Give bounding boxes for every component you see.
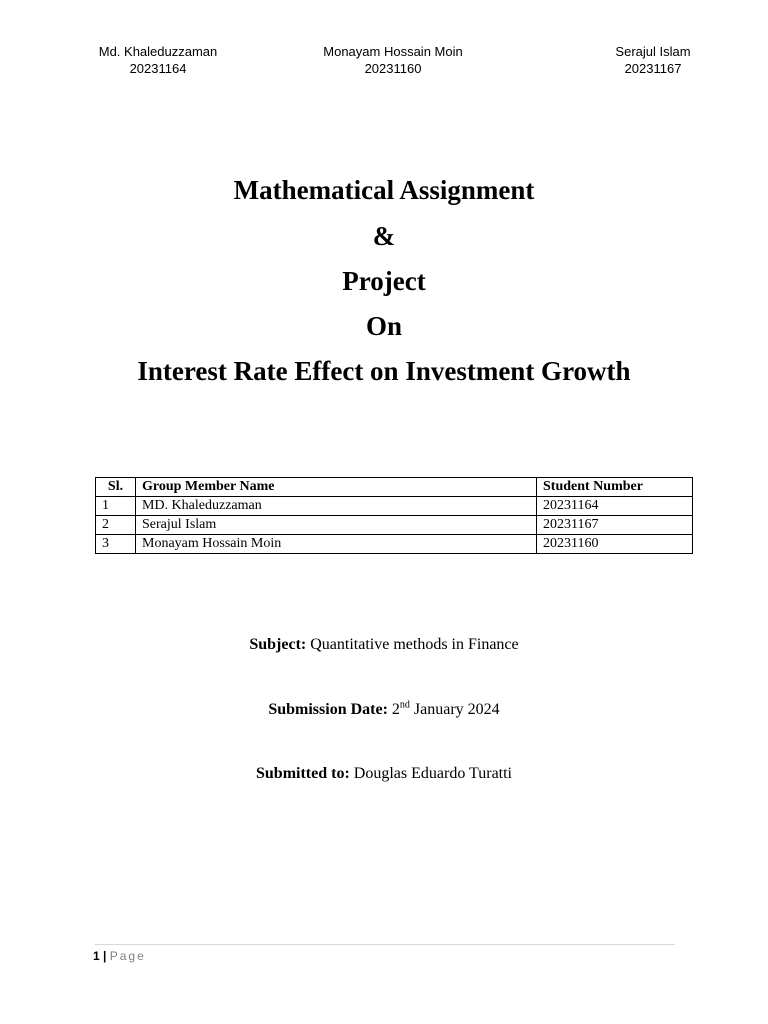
header-member-name: Group Member Name <box>136 478 537 497</box>
cell-student-number: 20231167 <box>537 516 693 535</box>
table-row <box>96 516 693 535</box>
header-author-3 <box>600 43 706 77</box>
title-line-1: Mathematical Assignment <box>233 175 535 205</box>
cell-sl: 2 <box>96 516 136 535</box>
author-name: Monayam Hossain Moin <box>323 44 463 59</box>
author-id: 20231164 <box>129 61 187 76</box>
cell-member-name: Monayam Hossain Moin <box>136 535 537 554</box>
title-line-3: Project <box>342 266 426 296</box>
page-word: Page <box>109 949 146 963</box>
footer-divider <box>95 944 675 945</box>
subject-label: Subject: <box>249 636 307 653</box>
table-header-row <box>96 478 693 497</box>
submission-day-suffix: nd <box>399 699 410 711</box>
table-row <box>96 535 693 554</box>
page-number: 1 <box>93 949 100 963</box>
cell-sl: 1 <box>96 497 136 516</box>
subject-line <box>0 635 768 655</box>
header-author-2 <box>318 43 468 77</box>
submission-date-value <box>392 701 500 718</box>
submitted-to-line <box>0 764 768 784</box>
header-student-number: Student Number <box>537 478 693 497</box>
author-id: 20231160 <box>364 61 422 76</box>
author-id: 20231167 <box>624 61 682 76</box>
page-separator: | <box>103 949 107 963</box>
cell-member-name: Serajul Islam <box>136 516 537 535</box>
footer-page-number <box>93 948 146 964</box>
submitted-to-label: Submitted to: <box>256 765 350 782</box>
author-name: Md. Khaleduzzaman <box>98 44 218 59</box>
title-line-4: On <box>365 311 403 341</box>
subject-value: Quantitative methods in Finance <box>310 636 519 653</box>
title-line-5: Interest Rate Effect on Investment Growth <box>137 356 631 386</box>
submitted-to-value: Douglas Eduardo Turatti <box>353 765 512 782</box>
cell-sl: 3 <box>96 535 136 554</box>
submission-date-label: Submission Date: <box>268 701 388 718</box>
submission-date-line <box>0 700 768 720</box>
author-name: Serajul Islam <box>615 44 691 59</box>
table-row <box>96 497 693 516</box>
cell-member-name: MD. Khaleduzzaman <box>136 497 537 516</box>
submission-day: 2 <box>391 701 400 718</box>
header-author-1 <box>96 43 220 77</box>
group-members-table <box>95 477 693 554</box>
cell-student-number: 20231160 <box>537 535 693 554</box>
title-line-2: & <box>372 221 396 251</box>
header-sl: Sl. <box>96 478 136 497</box>
cell-student-number: 20231164 <box>537 497 693 516</box>
submission-month-year: January 2024 <box>413 701 500 718</box>
